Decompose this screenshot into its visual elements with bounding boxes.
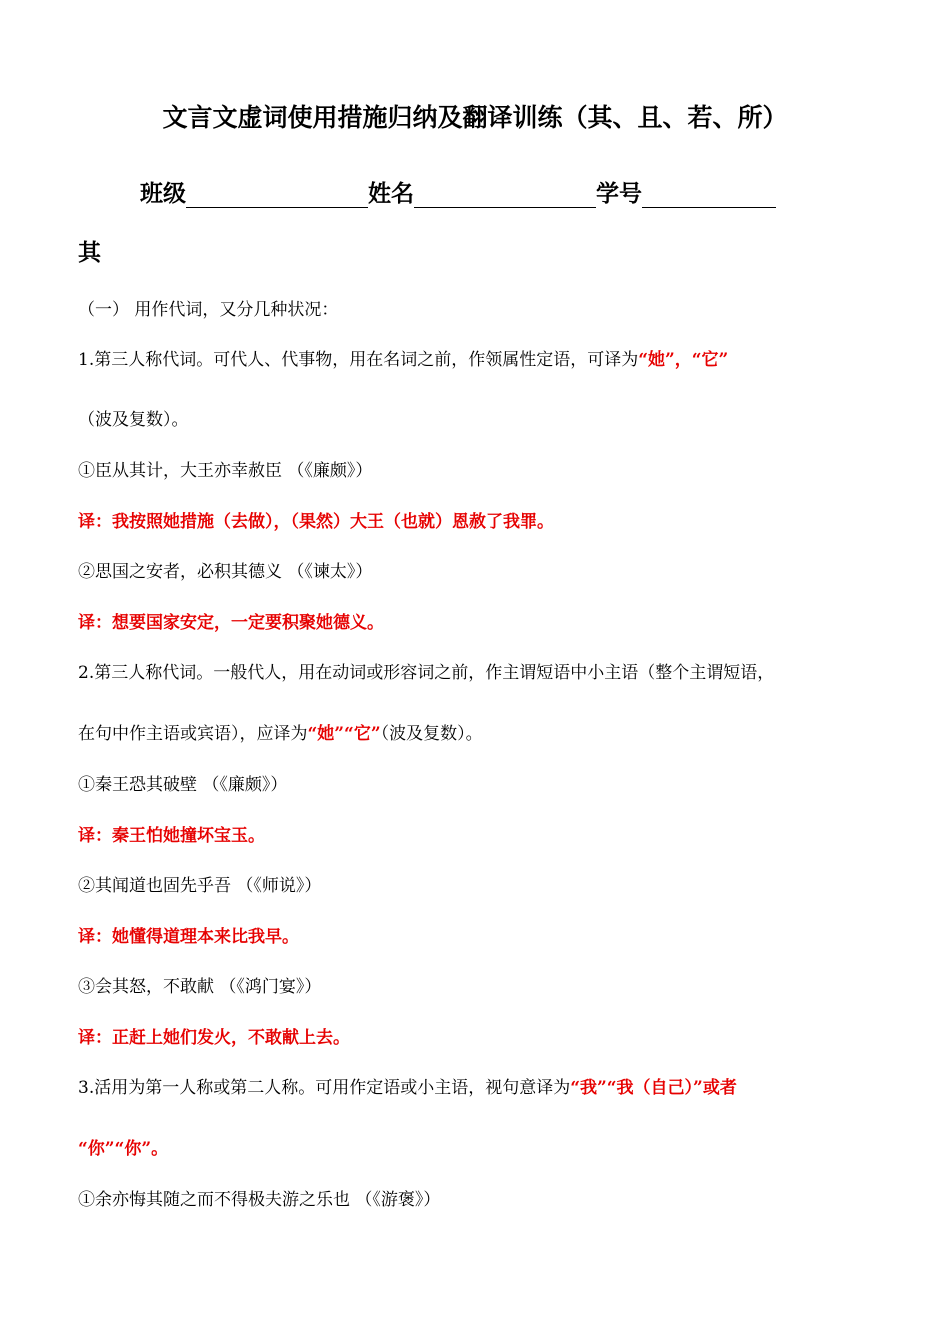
paragraph-1-highlight: “她”，“它”: [638, 350, 729, 370]
example-4: ②其闻道也固先乎吾 （《师说》）: [78, 876, 322, 896]
name-blank[interactable]: [414, 179, 596, 208]
paragraph-3-text: 3.活用为第一人称或第二人称。可用作定语或小主语，视句意译为: [78, 1078, 571, 1098]
paragraph-2-cont-a: 在句中作主语或宾语），应译为: [78, 724, 308, 744]
class-label: 班级: [140, 181, 186, 207]
paragraph-1: [78, 346, 728, 374]
class-blank[interactable]: [186, 179, 368, 208]
translation-5: 译：正赶上她们发火，不敢献上去。: [78, 1028, 350, 1048]
paragraph-3: [78, 1074, 737, 1102]
paragraph-2: 2.第三人称代词。一般代人，用在动词或形容词之前，作主谓短语中小主语（整个主谓短语，: [78, 663, 775, 683]
paragraph-2-cont-b: （波及复数）。: [380, 724, 483, 744]
paragraph-3-cont: “你”“你”。: [78, 1139, 169, 1159]
id-blank[interactable]: [642, 179, 776, 208]
paragraph-2-highlight: “她”“它”: [307, 724, 381, 744]
section-heading: 其: [78, 240, 101, 266]
id-label: 学号: [596, 181, 642, 207]
paragraph-1-text: 1.第三人称代词。可代人、代事物，用在名词之前，作领属性定语，可译为: [78, 350, 639, 370]
paragraph-2-cont: [78, 720, 483, 748]
example-1: ①臣从其计，大王亦幸赦臣 （《廉颇》）: [78, 461, 373, 481]
example-3: ①秦王恐其破壁 （《廉颇》）: [78, 775, 288, 795]
translation-1: 译：我按照她措施（去做），（果然）大王（也就）恩赦了我罪。: [78, 512, 554, 532]
subheading-1: （一） 用作代词，又分几种状况：: [78, 300, 339, 320]
paragraph-3-highlight: “我”“我（自己）”或者: [570, 1078, 737, 1098]
translation-2: 译：想要国家安定，一定要积聚她德义。: [78, 613, 384, 633]
student-info-row: [140, 176, 776, 212]
example-5: ③会其怒，不敢献 （《鸿门宴》）: [78, 977, 322, 997]
name-label: 姓名: [368, 181, 414, 207]
translation-4: 译：她懂得道理本来比我早。: [78, 927, 299, 947]
document-title: 文言文虚词使用措施归纳及翻译训练（其、且、若、所）: [162, 103, 788, 132]
example-6: ①余亦悔其随之而不得极夫游之乐也 （《游褒》）: [78, 1190, 441, 1210]
example-2: ②思国之安者，必积其德义 （《谏太》）: [78, 562, 373, 582]
translation-3: 译：秦王怕她撞坏宝玉。: [78, 826, 265, 846]
paragraph-1-cont: （波及复数）。: [78, 410, 189, 430]
